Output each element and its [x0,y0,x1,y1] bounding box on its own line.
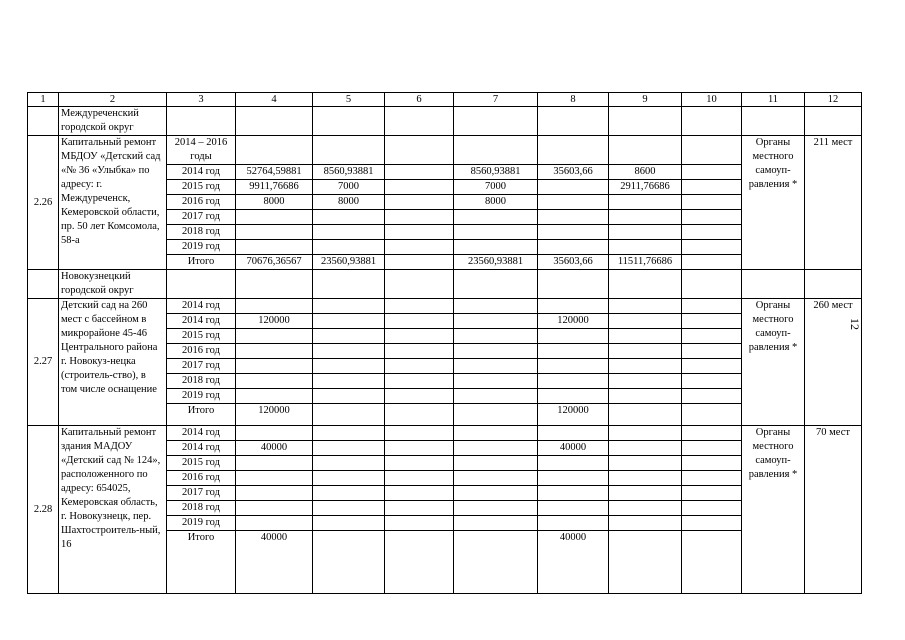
table-row [28,136,862,165]
period-cell: 2017 год [167,359,236,374]
executor-cell: Органы местного самоуп-равления * [742,136,805,270]
section-row [28,270,862,299]
period-cell: 2019 год [167,389,236,404]
period-cell: 2017 год [167,210,236,225]
period-cell: 2019 год [167,240,236,255]
section-row [28,107,862,136]
table-row: 2014 год 52764,59881 8560,93881 8560,93881 35603,66 8600 [28,165,862,180]
period-cell: 2014 год [167,165,236,180]
period-cell: 2014 – 2016 годы [167,136,236,165]
period-cell: 2018 год [167,501,236,516]
period-cell: Итого [167,531,236,594]
header-cell: 11 [742,93,805,107]
total-row: Итого 70676,36567 23560,93881 23560,93881 35603,66 11511,76686 [28,255,862,270]
project-name: Детский сад на 260 мест с бассейном в микрорайоне 45-46 Центрального района г. Новокуз-нецка (строитель-ство), в том числе оснащение [59,299,167,426]
project-number: 2.27 [28,299,59,426]
header-cell: 3 [167,93,236,107]
header-cell: 10 [682,93,742,107]
capacity-cell: 260 мест [805,299,862,426]
period-cell: 2017 год [167,486,236,501]
capacity-cell: 211 мест [805,136,862,270]
period-cell: 2014 год [167,441,236,456]
table-row [28,426,862,441]
header-row [28,93,862,107]
total-row: Итого 40000 40000 [28,531,862,594]
project-name: Капитальный ремонт здания МАДОУ «Детский сад № 124», расположенного по адресу: 654025, Кемеровская область, г. Новокузнецк, пер. Шахтостроитель-ный, 16 [59,426,167,594]
table-row [28,299,862,314]
header-cell: 1 [28,93,59,107]
period-cell: 2018 год [167,374,236,389]
period-cell: 2019 год [167,516,236,531]
period-cell: 2015 год [167,329,236,344]
section-title: Новокузнецкий городской округ [59,270,167,299]
header-cell: 7 [454,93,538,107]
period-cell: 2016 год [167,471,236,486]
project-number: 2.28 [28,426,59,594]
page-number: 12 [848,318,862,330]
period-cell: 2016 год [167,195,236,210]
period-cell: 2014 год [167,299,236,314]
table-row: 2016 год 8000 8000 8000 [28,195,862,210]
program-table [27,92,862,594]
project-number: 2.26 [28,136,59,270]
period-cell: 2015 год [167,180,236,195]
project-name: Капитальный ремонт МБДОУ «Детский сад «№ 36 «Улыбка» по адресу: г. Междуреченск, Кемеровской области, пр. 50 лет Комсомола, 58-а [59,136,167,270]
period-cell: 2014 год [167,426,236,441]
header-cell: 6 [385,93,454,107]
header-cell: 2 [59,93,167,107]
section-title: Междуреченский городской округ [59,107,167,136]
period-cell: Итого [167,404,236,426]
period-cell: 2018 год [167,225,236,240]
header-cell: 9 [609,93,682,107]
period-cell: Итого [167,255,236,270]
header-cell: 8 [538,93,609,107]
period-cell: 2015 год [167,456,236,471]
header-cell: 4 [236,93,313,107]
header-cell: 12 [805,93,862,107]
table-row: 2014 год 40000 40000 [28,441,862,456]
table-row: 2015 год 9911,76686 7000 7000 2911,76686 [28,180,862,195]
executor-cell: Органы местного самоуп-равления * [742,299,805,426]
table-row: 2014 год 120000 120000 [28,314,862,329]
header-cell: 5 [313,93,385,107]
executor-cell: Органы местного самоуп-равления * [742,426,805,594]
capacity-cell: 70 мест [805,426,862,594]
period-cell: 2016 год [167,344,236,359]
total-row: Итого 120000 120000 [28,404,862,426]
period-cell: 2014 год [167,314,236,329]
